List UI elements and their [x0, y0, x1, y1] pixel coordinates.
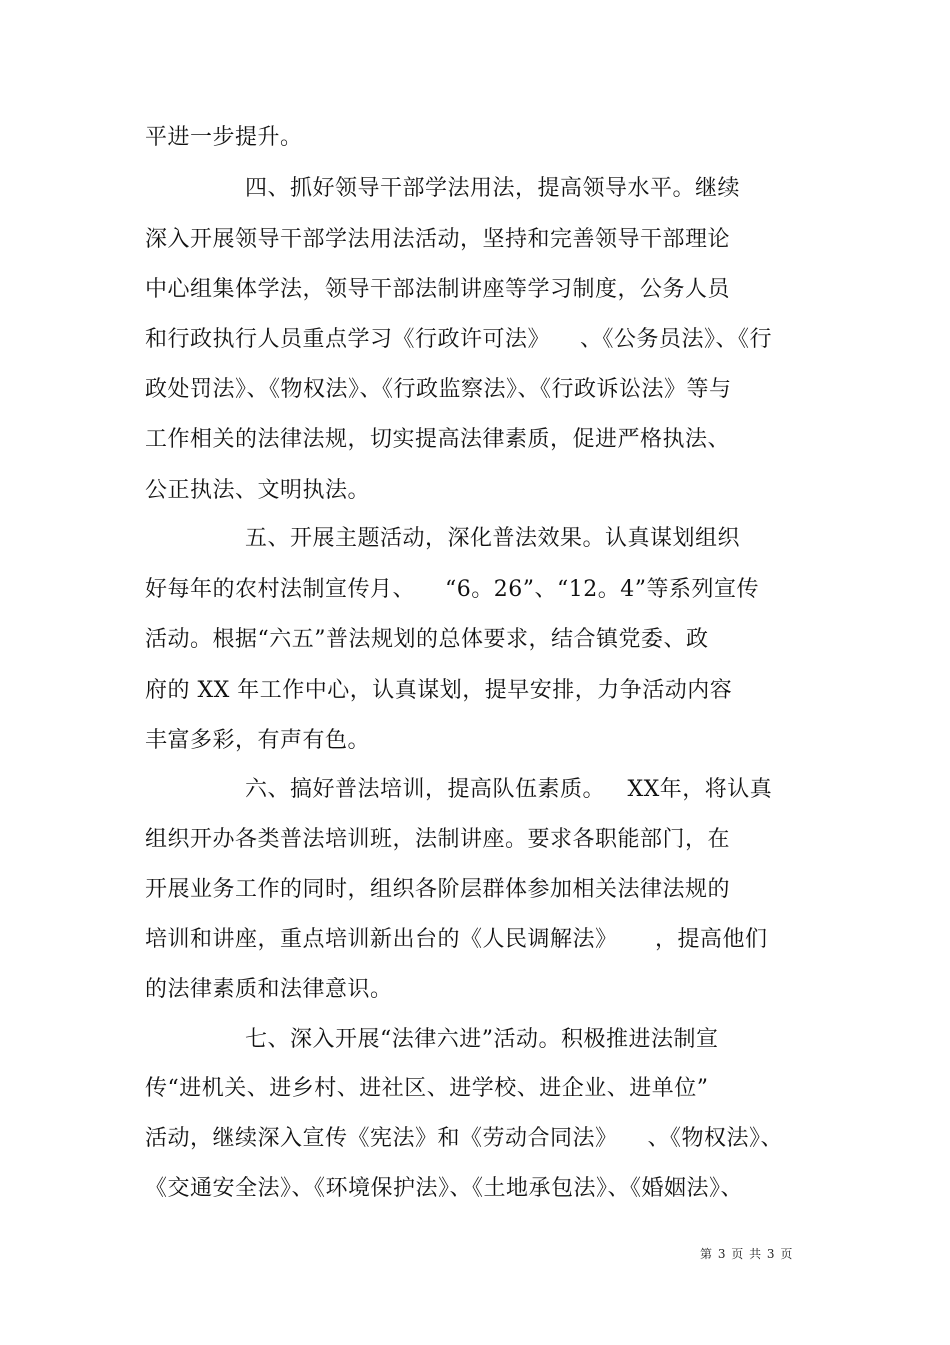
- text-line-3: 深入开展领导干部学法用法活动，坚持和完善领导干部理论: [145, 227, 731, 252]
- text-line-8: 公正执法、文明执法。: [145, 478, 371, 503]
- page-footer: 第 3 页 共 3 页: [700, 1247, 794, 1261]
- text-line-10: 好每年的农村法制宣传月、 “6。26”、“12。4”等系列宣传: [145, 577, 759, 602]
- text-line-1: 平进一步提升。: [145, 125, 303, 150]
- text-line-13: 丰富多彩，有声有色。: [145, 728, 371, 753]
- text-line-11: 活动。根据“六五”普法规划的总体要求，结合镇党委、政: [145, 627, 709, 652]
- text-line-2: 四、抓好领导干部学法用法，提高领导水平。继续: [245, 176, 741, 201]
- text-line-17: 培训和讲座，重点培训新出台的《人民调解法》 ，提高他们: [145, 927, 768, 952]
- text-line-9: 五、开展主题活动，深化普法效果。认真谋划组织: [245, 526, 741, 551]
- text-line-6: 政处罚法》、《物权法》、《行政监察法》、《行政诉讼法》等与: [145, 377, 732, 402]
- text-line-5: 和行政执行人员重点学习《行政许可法》 、《公务员法》、《行: [145, 327, 772, 352]
- text-line-21: 活动，继续深入宣传《宪法》和《劳动合同法》 、《物权法》、: [145, 1126, 783, 1151]
- text-line-19: 七、深入开展“法律六进”活动。积极推进法制宣: [245, 1027, 719, 1052]
- text-line-20: 传“进机关、进乡村、进社区、进学校、进企业、进单位”: [145, 1076, 709, 1101]
- text-line-18: 的法律素质和法律意识。: [145, 977, 393, 1002]
- text-line-22: 《交通安全法》、《环境保护法》、《土地承包法》、《婚姻法》、: [145, 1176, 744, 1201]
- text-line-15: 组织开办各类普法培训班，法制讲座。要求各职能部门，在: [145, 827, 731, 852]
- text-line-12: 府的 XX 年工作中心，认真谋划，提早安排，力争活动内容: [145, 678, 733, 703]
- text-line-14: 六、搞好普法培训，提高队伍素质。 XX年，将认真: [245, 777, 773, 802]
- text-line-4: 中心组集体学法，领导干部法制讲座等学习制度，公务人员: [145, 277, 731, 302]
- text-line-7: 工作相关的法律法规，切实提高法律素质，促进严格执法、: [145, 427, 731, 452]
- text-line-16: 开展业务工作的同时，组织各阶层群体参加相关法律法规的: [145, 877, 731, 902]
